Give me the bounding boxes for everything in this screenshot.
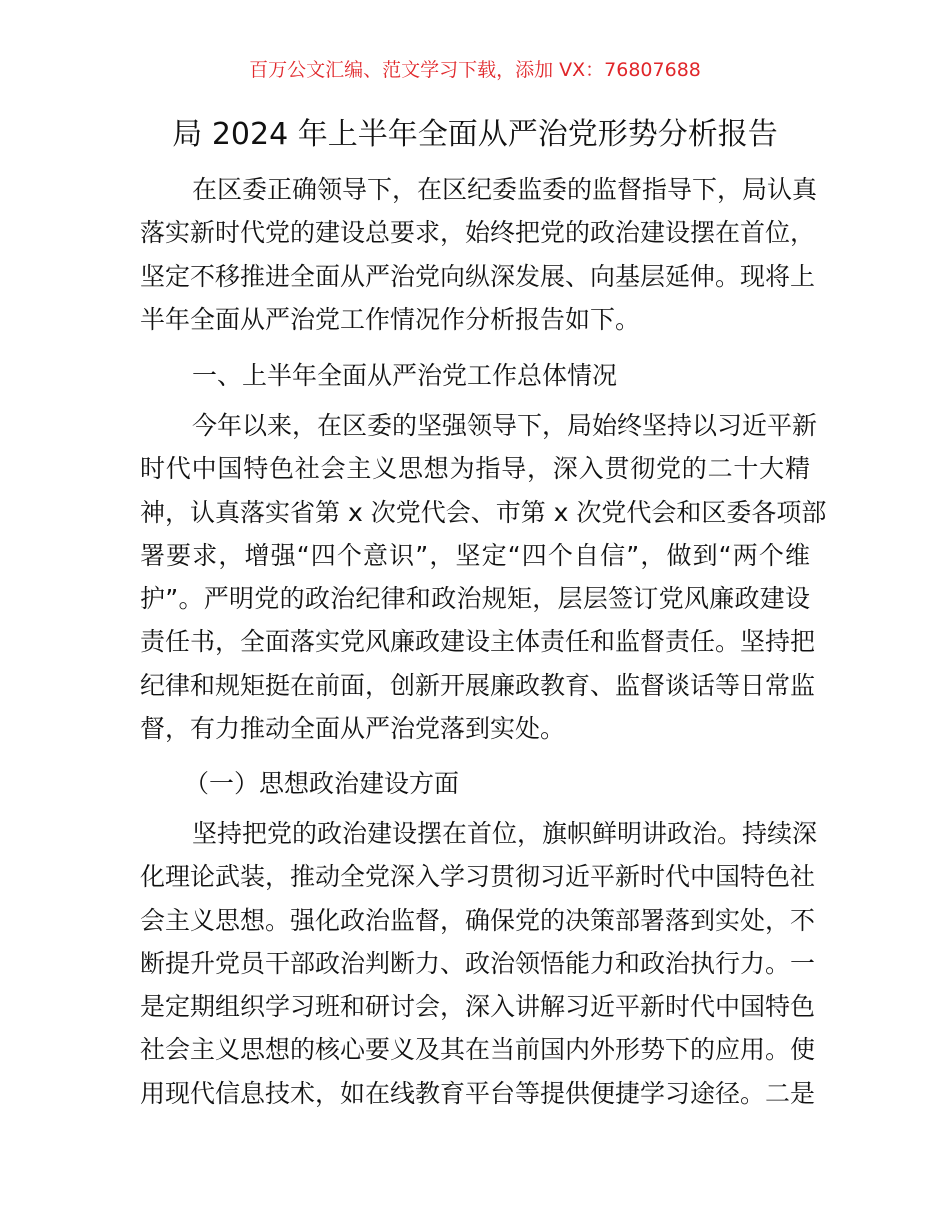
text-line: 督，有力推动全面从严治党落到实处。: [140, 714, 566, 744]
text-line: 化理论武装，推动全党深入学习贯彻习近平新时代中国特色社: [140, 862, 816, 892]
text-line: 半年全面从严治党工作情况作分析报告如下。: [140, 304, 641, 334]
document-title: 局 2024 年上半年全面从严治党形势分析报告: [172, 117, 778, 152]
subsection1-paragraph: [140, 812, 818, 1115]
text-line: 纪律和规矩挺在前面，创新开展廉政教育、监督谈话等日常监: [140, 670, 816, 700]
text-line: 署要求，增强“四个意识”，坚定“四个自信”，做到“两个维: [140, 540, 810, 570]
text-line: 社会主义思想的核心要义及其在当前国内外形势下的应用。使: [140, 1035, 816, 1065]
subsection-heading: （一）思想政治建设方面: [184, 769, 460, 798]
text-line: 坚持把党的政治建设摆在首位，旗帜鲜明讲政治。持续深: [192, 819, 818, 848]
text-line: 落实新时代党的建设总要求，始终把党的政治建设摆在首位，: [140, 218, 816, 248]
text-line: 责任书，全面落实党风廉政建设主体责任和监督责任。坚持把: [140, 627, 816, 657]
text-line: 护”。严明党的政治纪律和政治规矩，层层签订党风廉政建设: [140, 584, 810, 614]
text-line: 坚定不移推进全面从严治党向纵深发展、向基层延伸。现将上: [140, 261, 816, 291]
section-heading: 一、上半年全面从严治党工作总体情况: [192, 361, 618, 390]
section1-paragraph: [140, 404, 827, 750]
text-line: 时代中国特色社会主义思想为指导，深入贯彻党的二十大精: [140, 454, 810, 484]
text-line: 今年以来，在区委的坚强领导下，局始终坚持以习近平新: [192, 411, 818, 440]
text-line: 会主义思想。强化政治监督，确保党的决策部署落到实处，不: [140, 905, 816, 935]
text-line: 断提升党员干部政治判断力、政治领悟能力和政治执行力。一: [140, 948, 816, 978]
text-line: 用现代信息技术，如在线教育平台等提供便捷学习途径。二是: [140, 1078, 816, 1108]
text-line: 神，认真落实省第 x 次党代会、市第 x 次党代会和区委各项部: [140, 497, 827, 527]
text-line: 是定期组织学习班和研讨会，深入讲解习近平新时代中国特色: [140, 992, 816, 1022]
header-watermark-note: 百万公文汇编、范文学习下载，添加 VX：76807688: [249, 59, 701, 81]
text-line: 在区委正确领导下，在区纪委监委的监督指导下，局认真: [192, 175, 818, 204]
intro-paragraph: [140, 168, 818, 341]
